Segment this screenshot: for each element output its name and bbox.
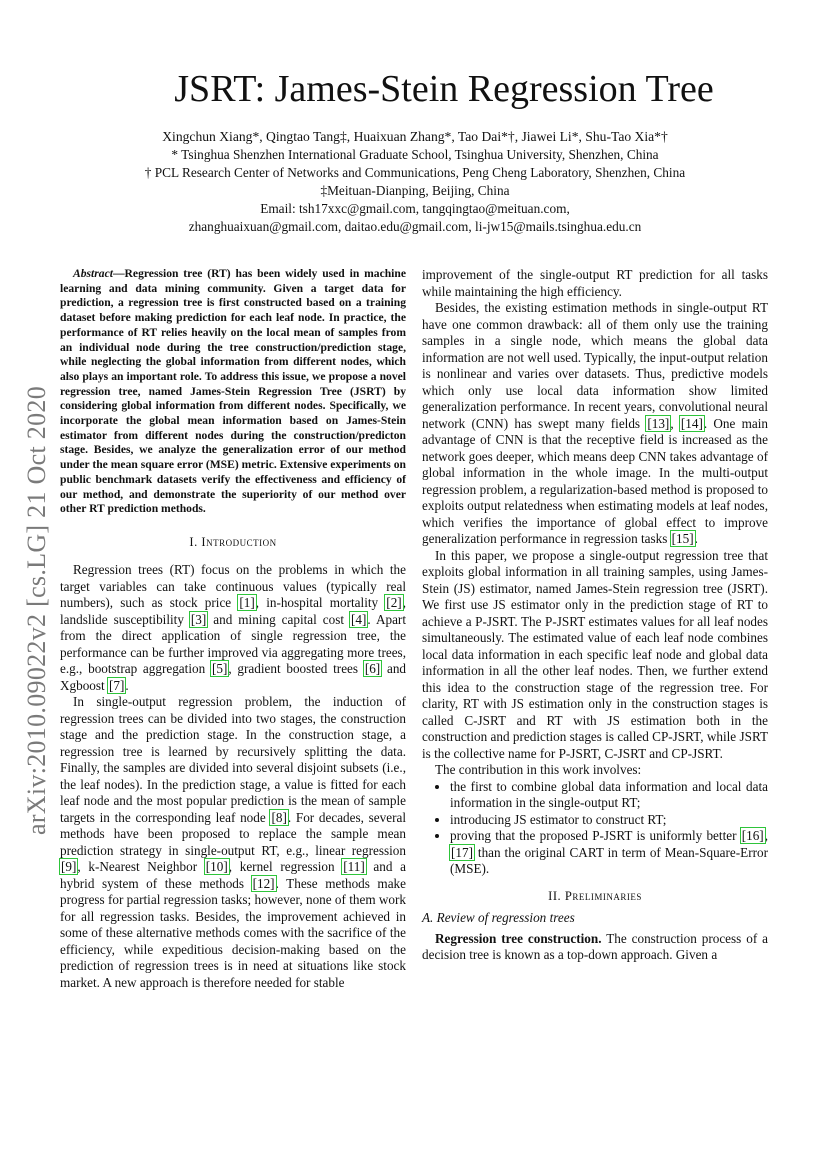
affiliation-1: * Tsinghua Shenzhen International Graduate School, Tsinghua University, Shenzhen, China — [171, 147, 659, 162]
contribution-intro: The contribution in this work involves: — [435, 762, 642, 777]
right-column — [422, 267, 768, 964]
citation-link[interactable]: [1] — [239, 595, 255, 611]
citation-link[interactable]: [6] — [364, 661, 381, 677]
section-title: Introduction — [201, 534, 277, 549]
right-paragraph-1: Besides, the existing estimation methods in single-output RT have one common drawback: all of them only use the training samples in a single node, which means the global data information are not well used. Typically, the input-output relation is nonlinear and varies over datasets. Thus, predictive models which only use local data information show limited generalization performance. In recent years, convolutional neural network (CNN) has swept many fields [13], [14]. One main advantage of CNN is that the receptive field is increased as the network goes deeper, which means deep CNN takes advantage of global information in the whole image. In the multi-output regression problem, a regularization-based method is proposed to exploits output relatedness when estimating models at leaf nodes, which verifies the importance of global effect to improve generalization performance in regression tasks [15]. — [422, 300, 769, 546]
left-column — [60, 267, 406, 991]
abstract — [60, 267, 406, 517]
list-item: • introducing JS estimator to construct RT; — [450, 812, 768, 829]
run-in-heading: Regression tree construction. — [435, 930, 602, 946]
citation-link[interactable]: [12] — [252, 875, 275, 891]
citation-link[interactable]: [16] — [741, 828, 764, 843]
section-heading-preliminaries — [422, 888, 768, 905]
citation-link[interactable]: [7] — [109, 677, 125, 693]
abstract-text: Regression tree (RT) has been widely used in machine learning and data mining community. Given a target data for prediction, a regression tree is first constructed based on a training dataset before making prediction for each leaf node. In practice, the performance of RT relies heavily on the local mean of samples from an individual node during the tree construction/prediction stage, while neglecting the global information from different nodes, which also plays an important role. To address this issue, we propose a novel regression tree, named James-Stein Regression Tree (JSRT) by considering global information from different nodes. Specifically, we incorporate the global mean information based on James-Stein estimator from different nodes during the construction/predicton stage. Besides, we analyze the generalization error of our method under the mean square error (MSE) metric. Extensive experiments on public benchmark datasets verify the effectiveness and efficiency of our method, and demonstrate the superiority of our method over other RT prediction methods. — [60, 267, 406, 516]
list-item: • the first to combine global data information and local data information in the single-output RT; — [450, 779, 768, 812]
intro-paragraph-2: In single-output regression problem, the induction of regression trees can be divided into two stages, the construction stage and the prediction stage. In the construction stage, a regression tree is learned by recursively splitting the data. Finally, the samples are divided into several disjoint subsets (i.e., the leaf nodes). In the prediction stage, a value is fitted for each leaf node and the most popular prediction is the mean of sample targets in the corresponding leaf node [8]. For decades, several methods have been proposed to replace the sample mean prediction strategy in single-output RT, e.g., linear regression [9], k-Nearest Neighbor [10], kernel regression [11] and a hybrid system of these methods [12]. These methods make progress for partial regression tasks; however, none of them work for all regression tasks. Besides, the improvement achieved in some of these alternative methods comes with the sacrifice of the efficiency, while expeditious decision-making based on the prediction of regression trees is in need at situations like stock market. A new approach is therefore needed for stable — [60, 694, 406, 990]
arxiv-stamp — [22, 365, 52, 855]
email-line-2: zhanghuaixuan@gmail.com, daitao.edu@gmail.com, li-jw15@mails.tsinghua.edu.cn — [188, 219, 642, 234]
section-number: I. — [189, 534, 198, 549]
arxiv-stamp-text: arXiv:2010.09022v2 [cs.LG] 21 Oct 2020 — [22, 385, 51, 835]
citation-link[interactable]: [3] — [190, 611, 207, 627]
rt-construction-paragraph: Regression tree construction. The construction process of a decision tree is known as a top-down approach. Given a — [422, 930, 768, 962]
author-block — [60, 127, 770, 236]
citation-link[interactable]: [13] — [647, 415, 670, 431]
citation-link[interactable]: [15] — [671, 531, 694, 546]
citation-link[interactable]: [11] — [343, 859, 365, 875]
citation-link[interactable]: [2] — [386, 595, 402, 611]
section-heading-introduction — [60, 534, 406, 551]
subsection-heading: A. Review of regression trees — [422, 910, 575, 925]
section-title: Preliminaries — [564, 888, 642, 903]
citation-link[interactable]: [10] — [205, 859, 228, 875]
author-list: Xingchun Xiang*, Qingtao Tang‡, Huaixuan Zhang*, Tao Dai*†, Jiawei Li*, Shu-Tao Xia*† — [162, 129, 668, 144]
citation-link[interactable]: [4] — [351, 611, 367, 627]
paper-title: JSRT: James-Stein Regression Tree — [174, 68, 714, 110]
contribution-list — [422, 779, 768, 878]
affiliation-2: † PCL Research Center of Networks and Communications, Peng Cheng Laboratory, Shenzhen, China — [144, 165, 686, 180]
abstract-dash: — — [112, 267, 125, 280]
right-paragraph-2: In this paper, we propose a single-output regression tree that exploits global information in all training samples, using James-Stein (JS) estimator, named James-Stein regression tree (JSRT). We first use JS estimator only in the prediction stage of RT to achieve a P-JSRT. The P-JSRT estimates values for all leaf nodes simultaneously. The estimated value of each leaf node combines local data information in each specific leaf node and global data information in all the other leaf nodes. Then, we further extend this idea to the construction stage of the regression tree. For clarity, RT with JS estimation only in the construction stages is called C-JSRT and RT with JS estimation both in the construction and prediction stages is called CP-JSRT, while JSRT is the collective name for P-JSRT, C-JSRT and CP-JSRT. — [422, 547, 768, 761]
citation-link[interactable]: [9] — [61, 859, 77, 875]
citation-link[interactable]: [5] — [211, 661, 228, 677]
citation-link[interactable]: [17] — [451, 844, 473, 860]
affiliation-3: ‡Meituan-Dianping, Beijing, China — [320, 183, 510, 198]
email-line-1: Email: tsh17xxc@gmail.com, tangqingtao@meituan.com, — [260, 201, 570, 216]
citation-link[interactable]: [8] — [271, 809, 287, 825]
abstract-label: Abstract — [73, 267, 113, 280]
intro-paragraph-1: Regression trees (RT) focus on the problems in which the target variables can take continuous values (typically real numbers), such as stock price [1], in-hospital mortality [2], landslide susceptibility [3] and mining capital cost [4]. Apart from the direct application of single regression tree, the performance can be further improved via aggregating more trees, e.g., bootstrap aggregation [5], gradient boosted trees [6] and Xgboost [7]. — [60, 562, 407, 693]
right-paragraph-continued: improvement of the single-output RT prediction for all tasks while maintaining the high efficiency. — [422, 267, 768, 299]
citation-link[interactable]: [14] — [680, 415, 703, 431]
section-number: II. — [548, 888, 562, 903]
list-item: • proving that the proposed P-JSRT is uniformly better [16], [17] than the original CART in term of Mean-Square-Error (MSE). — [450, 828, 768, 878]
